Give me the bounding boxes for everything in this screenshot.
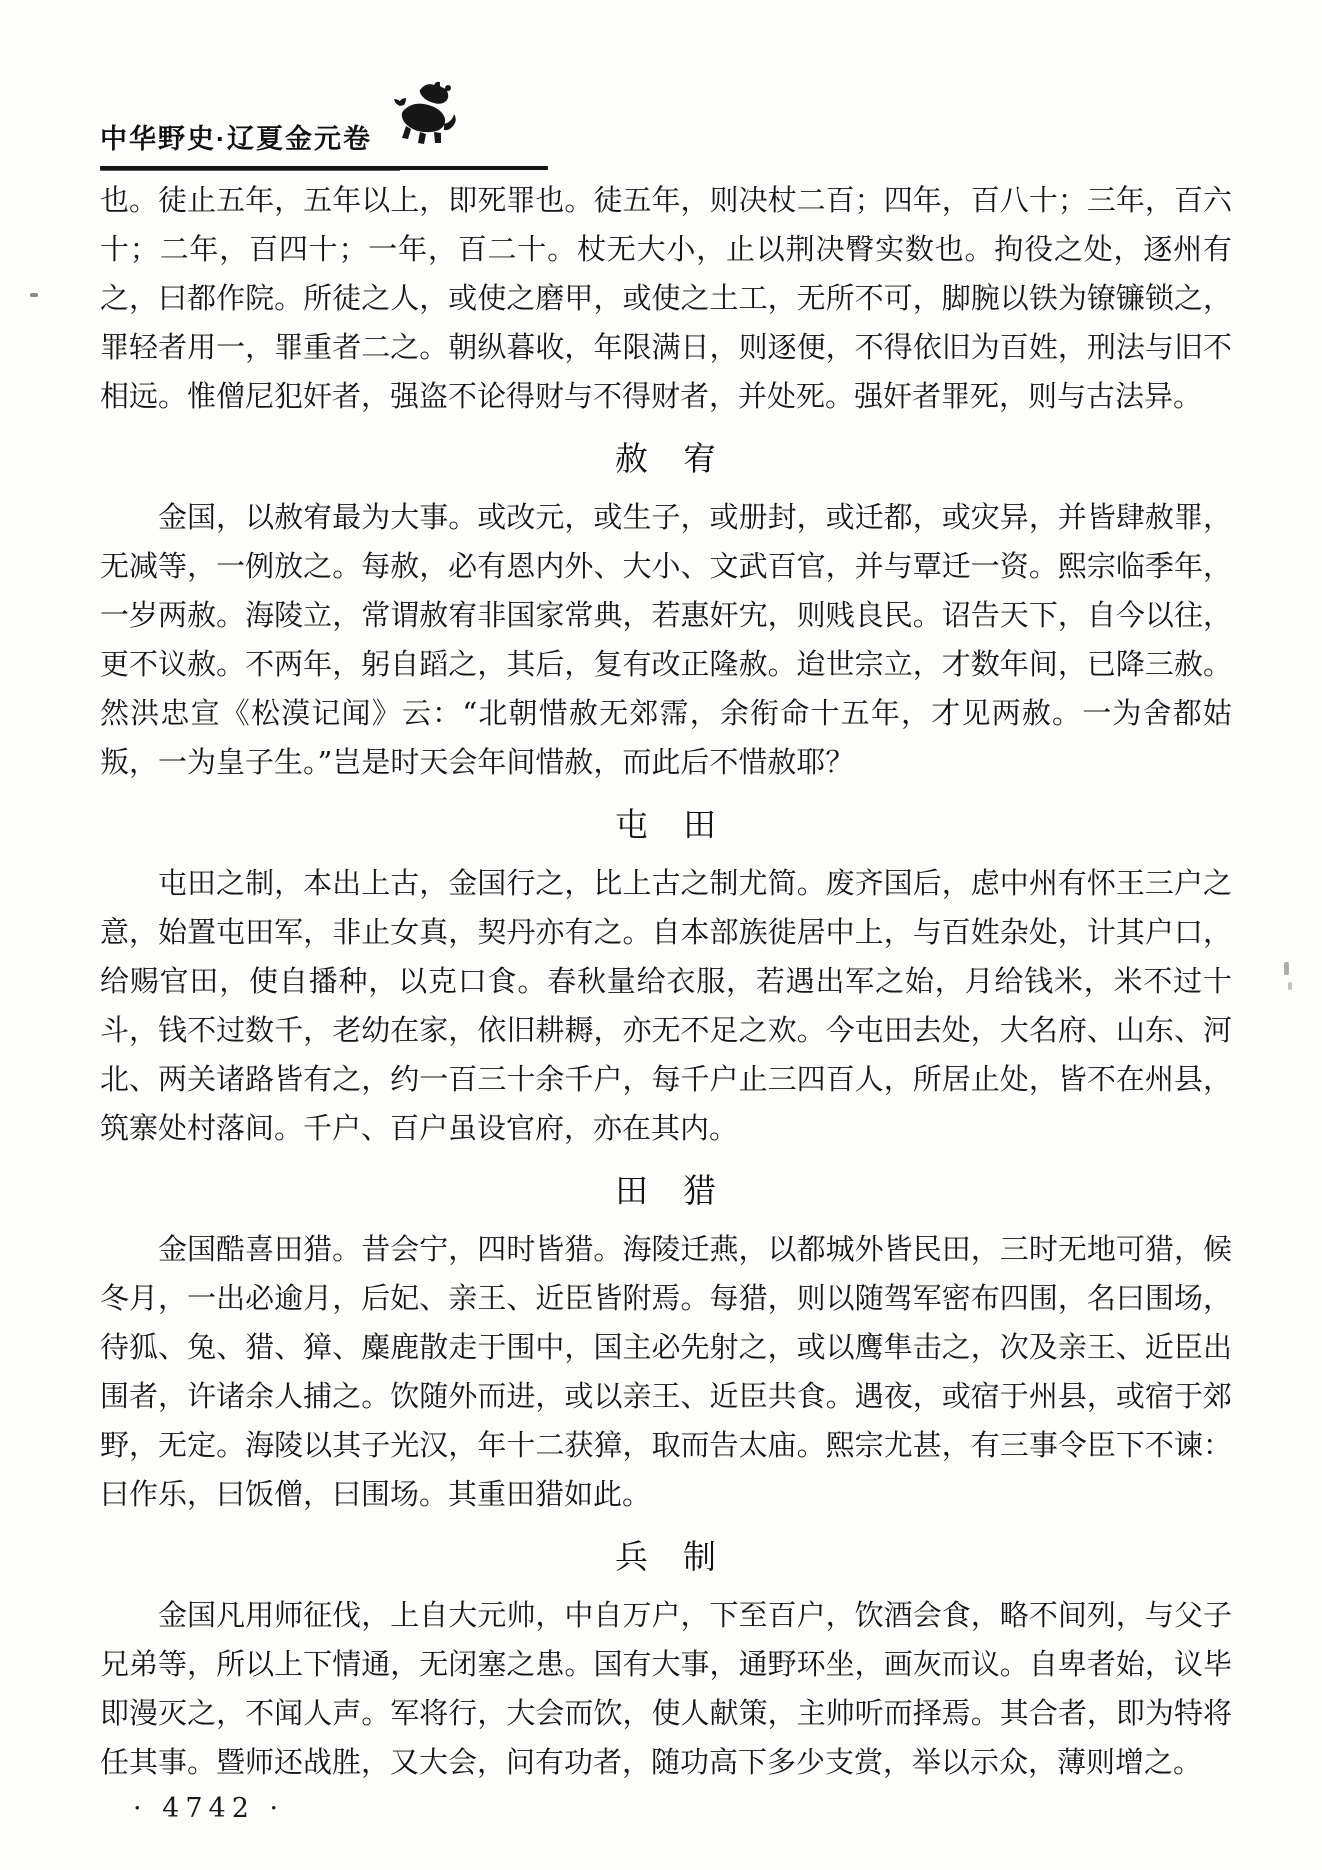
paragraph-military-system: 金国凡用师征伐，上自大元帅，中自万户，下至百户，饮酒会食，略不间列，与父子兄弟等，所以上下情通，无闭塞之患。国有大事，通野环坐，画灰而议。自卑者始，议毕即漫灭之，不闻人声。军将行，大会而饮，使人献策，主帅听而择焉。其合者，即为特将任其事。暨师还战胜，又大会，问有功者，随功高下多少支赏，举以示众，薄则增之。 (100, 1598, 1232, 1779)
paragraph-hunting: 金国酷喜田猎。昔会宁，四时皆猎。海陵迁燕，以都城外皆民田，三时无地可猎，候冬月，一出必逾月，后妃、亲王、近臣皆附焉。每猎，则以随驾军密布四围，名曰围场，待狐、兔、猎、獐、麋鹿散走于围中，国主必先射之，或以鹰隼击之，次及亲王、近臣出围者，许诸余人捕之。饮随外而进，或以亲王、近臣共食。遇夜，或宿于州县，或宿于郊野，无定。海陵以其子光汉，年十二获獐，取而告太庙。熙宗尤甚，有三事令臣下不谏：曰作乐，曰饭僧，曰围场。其重田猎如此。 (100, 1232, 1232, 1511)
section-heading-hunting: 田 猎 (615, 1171, 717, 1210)
paragraph-penal-law: 也。徒止五年，五年以上，即死罪也。徒五年，则决杖二百；四年，百八十；三年，百六十；二年，百四十；一年，百二十。杖无大小，止以荆决臀实数也。拘役之处，逐州有之，曰都作院。所徒之人，或使之磨甲，或使之土工，无所不可，脚腕以铁为镣镰锁之，罪轻者用一，罪重者二之。朝纵暮收，年限满日，则逐便，不得依旧为百姓，刑法与旧不相远。惟僧尼犯奸者，强盗不论得财与不得财者，并处死。强奸者罪死，则与古法异。 (100, 183, 1232, 413)
running-header (100, 92, 570, 162)
section-heading-military-farms: 屯 田 (615, 805, 717, 844)
header-rule (100, 166, 548, 170)
section-heading-military-system: 兵 制 (615, 1537, 717, 1576)
page-number: · 4742 · (133, 1793, 285, 1824)
page-content (100, 176, 1232, 1787)
scan-artifact (30, 293, 38, 297)
scan-artifact (1288, 982, 1292, 990)
running-header-title: 中华野史·辽夏金元卷 (100, 124, 372, 154)
beast-emblem-icon (390, 80, 460, 146)
scan-artifact (1284, 962, 1289, 975)
paragraph-amnesty: 金国，以赦宥最为大事。或改元，或生子，或册封，或迁都，或灾异，并皆肆赦罪，无减等，一例放之。每赦，必有恩内外、大小、文武百官，并与覃迁一资。熙宗临季年，一岁两赦。海陵立，常谓赦宥非国家常典，若惠奸宄，则贱良民。诏告天下，自今以往，更不议赦。不两年，躬自蹈之，其后，复有改正隆赦。迨世宗立，才数年间，已降三赦。然洪忠宣《松漠记闻》云：“北朝惜赦无郊霈，余衔命十五年，才见两赦。一为舍都姑叛，一为皇子生。”岂是时天会年间惜赦，而此后不惜赦耶？ (100, 500, 1232, 779)
section-heading-amnesty: 赦 宥 (615, 439, 717, 478)
paragraph-military-farms: 屯田之制，本出上古，金国行之，比上古之制尤简。废齐国后，虑中州有怀王三户之意，始置屯田军，非止女真，契丹亦有之。自本部族徙居中上，与百姓杂处，计其户口，给赐官田，使自播种，以克口食。春秋量给衣服，若遇出军之始，月给钱米，米不过十斗，钱不过数千，老幼在家，依旧耕耨，亦无不足之欢。今屯田去处，大名府、山东、河北、两关诸路皆有之，约一百三十余千户，每千户止三四百人，所居止处，皆不在州县，筑寨处村落间。千户、百户虽设官府，亦在其内。 (100, 866, 1232, 1145)
